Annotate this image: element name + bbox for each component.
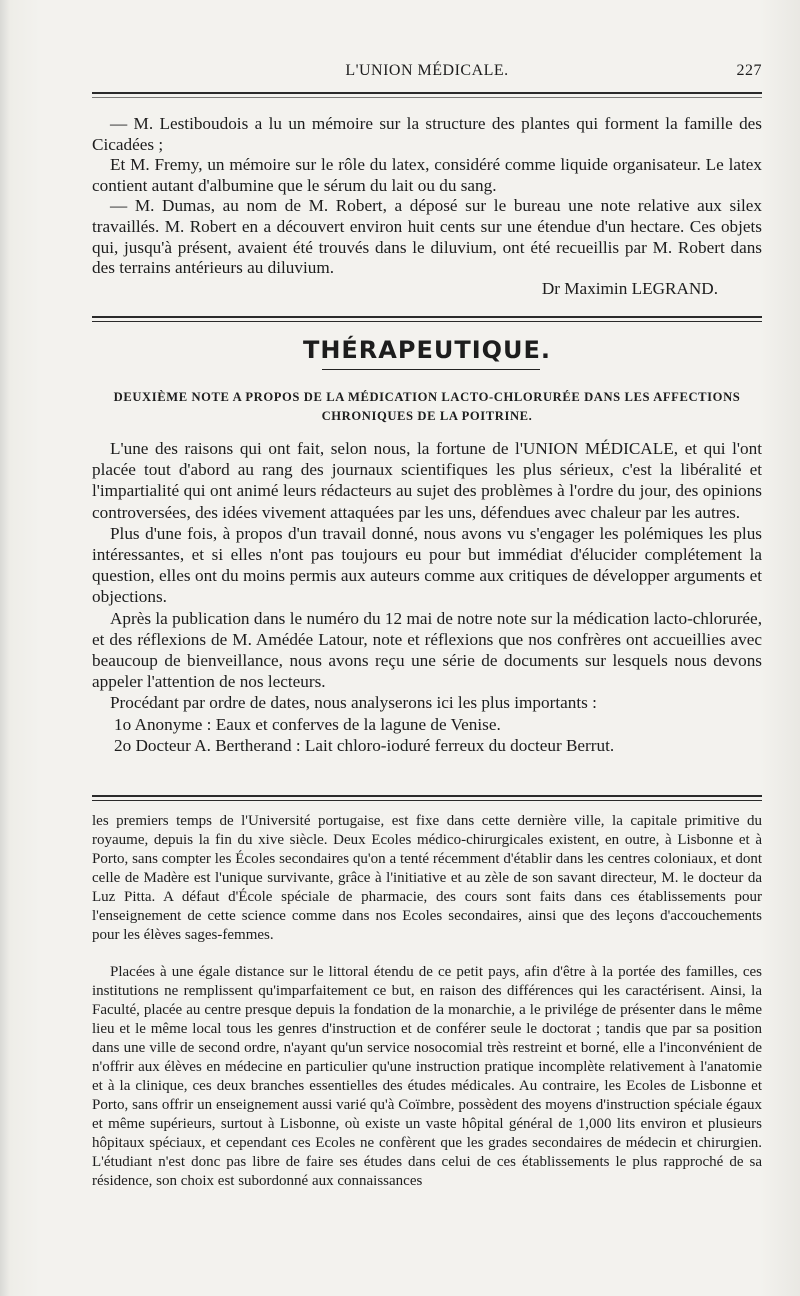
section-title: THÉRAPEUTIQUE. xyxy=(302,336,552,364)
section-divider xyxy=(92,316,762,318)
running-header xyxy=(92,62,762,86)
footnote-divider-thin xyxy=(92,800,762,801)
subtitle-line: DEUXIÈME NOTE A PROPOS DE LA MÉDICATION LACTO-CHLORURÉE DANS LES AFFECTIONS xyxy=(113,390,741,404)
title-underline xyxy=(322,369,540,370)
paragraph: Et M. Fremy, un mémoire sur le rôle du latex, considéré comme liquide organisateur. Le latex contient autant d'albumine que le sérum du lait ou du sang. xyxy=(92,155,762,195)
header-rule xyxy=(92,92,762,94)
page-number: 227 xyxy=(736,62,762,79)
subtitle-line: CHRONIQUES DE LA POITRINE. xyxy=(321,409,533,423)
footnote-paragraph: les premiers temps de l'Université portugaise, est fixe dans cette dernière ville, la capitale primitive du royaume, depuis la fin du xive siècle. Deux Ecoles médico-chirurgicales existent, en outre, à Lisbonne et à Porto, sans compter les Écoles secondaires qu'on a tenté récemment d'établir dans les centres coloniaux, et dont celle de Madère est l'unique survivante, grâce à l'initiative et au zèle de son savant directeur, M. le docteur da Luz Pitta. A défaut d'École spéciale de pharmacie, des cours sont faits dans ces établissements pour l'enseignement de cette science comme dans nos Ecoles secondaires, ainsi que des leçons d'accouchements pour les élèves sages-femmes. xyxy=(92,813,762,943)
list-item: 1o Anonyme : Eaux et conferves de la lagune de Venise. xyxy=(114,714,501,734)
paragraph: L'une des raisons qui ont fait, selon nous, la fortune de l'UNION MÉDICALE, et qui l'ont placée tout d'abord au rang des journaux scientifiques les plus sérieux, c'est la libéralité et l'impartialité qui ont animé leurs rédacteurs au sujet des problèmes à l'ordre du jour, des opinions controversées, des idées vivement attaquées par les uns, défendues avec chaleur par les autres. xyxy=(92,439,762,522)
paragraph: — M. Dumas, au nom de M. Robert, a déposé sur le bureau une note relative aux silex travaillés. M. Robert en a découvert environ huit cents sur une étendue d'un hectare. Ces objets qui, jusqu'à présent, avaient été trouvés dans le diluvium, ont été recueillis par M. Robert dans des terrains antérieurs au diluvium. xyxy=(92,196,762,278)
footnote xyxy=(92,812,762,1191)
footnote-paragraph: Placées à une égale distance sur le littoral étendu de ce petit pays, afin d'être à la portée des familles, ces institutions ne remplissent qu'imparfaitement ce but, en raison des différences qui les caractérisent. Ainsi, la Faculté, placée au centre presque depuis la fondation de la monarchie, a le privilége de présenter dans le même lieu et le même local tous les genres d'instruction et de conférer seule le doctorat ; tandis que par sa position dans une ville de second ordre, n'ayant qu'un service nosocomial très restreint et borné, elle a l'inconvénient de n'offrir aux élèves en médecine en particulier qu'une instruction pratique incomplète relativement à l'anatomie et à la clinique, ces deux branches essentielles des études médicales. Au contraire, les Ecoles de Lisbonne et Porto, sans offrir un enseignement aussi varié qu'à Coïmbre, possèdent des moyens d'instruction spéciale égaux et même supérieurs, surtout à Lisbonne, où existe un vaste hôpital général de 1,000 lits environ et plusieurs hôpitaux spéciaux, et cependant ces Ecoles ne confèrent que les grades secondaires de médecin et chirurgien. L'étudiant n'est donc pas libre de faire ses études dans celui de ces établissements le plus rapproché de sa résidence, son choix est subordonné aux connaissances xyxy=(92,964,762,1189)
document-list xyxy=(92,714,762,756)
journal-title: L'UNION MÉDICALE. xyxy=(345,62,509,79)
list-item: 2o Docteur A. Bertherand : Lait chloro-ioduré ferreux du docteur Berrut. xyxy=(114,735,615,755)
header-rule-thin xyxy=(92,97,762,98)
paragraph: Procédant par ordre de dates, nous analyserons ici les plus importants : xyxy=(110,693,597,713)
paragraph: Plus d'une fois, à propos d'un travail donné, nous avons vu s'engager les polémiques les plus intéressantes, et si elles n'ont pas toujours eu pour but immédiat d'élucider complétement la question, elles ont du moins permis aux auteurs comme aux critiques de développer arguments et objections. xyxy=(92,523,762,607)
footnote-divider xyxy=(92,795,762,797)
paragraph: — M. Lestiboudois a lu un mémoire sur la structure des plantes qui forment la famille des Cicadées ; xyxy=(92,114,762,154)
paragraph: Après la publication dans le numéro du 12 mai de notre note sur la médication lacto-chlorurée, et des réflexions de M. Amédée Latour, note et réflexions que nos confrères ont accueillies avec beaucoup de bienveillance, nous avons reçu une série de documents sur lesquels nous devons appeler l'attention de nos lecteurs. xyxy=(92,608,762,692)
author-signature: Dr Maximin LEGRAND. xyxy=(541,278,718,298)
section-divider-thin xyxy=(92,321,762,322)
academy-report xyxy=(92,114,762,299)
article-subtitle xyxy=(92,388,762,426)
article-body xyxy=(92,438,762,756)
